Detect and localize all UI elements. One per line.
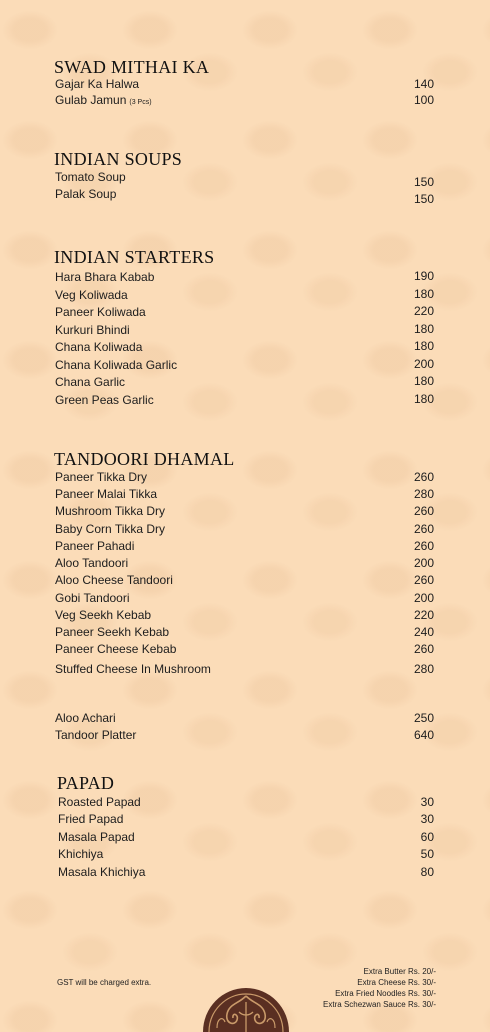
item-name: Roasted Papad xyxy=(58,795,141,809)
menu-item xyxy=(54,642,434,660)
item-price: 50 xyxy=(420,847,434,861)
item-name: Stuffed Cheese In Mushroom xyxy=(55,662,211,676)
item-price: 200 xyxy=(413,591,434,605)
menu-item xyxy=(54,504,434,522)
item-name: Masala Khichiya xyxy=(58,865,146,879)
section-title-starters: INDIAN STARTERS xyxy=(54,247,215,267)
item-price: 260 xyxy=(413,504,434,518)
menu-item xyxy=(54,662,434,680)
extra-item: Extra Schezwan Sauce Rs. 30/- xyxy=(323,1000,436,1009)
section-title-soups: INDIAN SOUPS xyxy=(54,149,183,169)
item-name: Veg Seekh Kebab xyxy=(55,608,152,622)
item-price: 250 xyxy=(413,711,434,725)
section-title-tandoori: TANDOORI DHAMAL xyxy=(54,449,235,469)
menu-item xyxy=(54,728,434,746)
item-price: 150 xyxy=(413,175,434,189)
item-name: Paneer Tikka Dry xyxy=(55,470,148,484)
item-name: Chana Garlic xyxy=(55,375,126,389)
item-price: 240 xyxy=(413,625,434,639)
item-name: Khichiya xyxy=(58,847,104,861)
item-price: 220 xyxy=(413,304,434,318)
menu-item xyxy=(54,556,434,574)
item-price: 60 xyxy=(420,830,434,844)
menu-item xyxy=(54,288,434,306)
item-name: Hara Bhara Kabab xyxy=(55,270,155,284)
item-price: 280 xyxy=(413,662,434,676)
item-name: Tomato Soup xyxy=(55,170,126,184)
item-name: Aloo Cheese Tandoori xyxy=(55,573,173,587)
menu-item xyxy=(57,812,434,830)
menu-item xyxy=(54,539,434,557)
menu-item xyxy=(54,305,434,323)
item-name: Baby Corn Tikka Dry xyxy=(55,522,166,536)
item-price: 220 xyxy=(413,608,434,622)
item-price: 180 xyxy=(413,287,434,301)
item-name: Aloo Achari xyxy=(55,711,116,725)
section-title-papad: PAPAD xyxy=(57,773,115,793)
item-price: 30 xyxy=(420,795,434,809)
item-name: Chana Koliwada xyxy=(55,340,143,354)
menu-item xyxy=(54,608,434,626)
section-title-mithai: SWAD MITHAI KA xyxy=(54,57,210,77)
item-name: Veg Koliwada xyxy=(55,288,128,302)
item-name: Paneer Pahadi xyxy=(55,539,135,553)
menu-item xyxy=(54,573,434,591)
menu-item xyxy=(54,487,434,505)
item-name: Paneer Seekh Kebab xyxy=(55,625,170,639)
item-price: 280 xyxy=(413,487,434,501)
item-name: Paneer Malai Tikka xyxy=(55,487,158,501)
item-price: 260 xyxy=(413,522,434,536)
menu-item xyxy=(54,711,434,729)
menu-item xyxy=(54,393,434,411)
menu-item xyxy=(54,522,434,540)
menu-item xyxy=(54,187,434,205)
menu-item xyxy=(57,865,434,883)
item-name: Gajar Ka Halwa xyxy=(55,77,140,91)
menu-item xyxy=(57,847,434,865)
item-name: Green Peas Garlic xyxy=(55,393,154,407)
ornament-emblem-icon xyxy=(203,982,289,1032)
item-price: 180 xyxy=(413,392,434,406)
item-name: Mushroom Tikka Dry xyxy=(55,504,166,518)
item-price: 260 xyxy=(413,573,434,587)
item-name: Palak Soup xyxy=(55,187,117,201)
item-name: Tandoor Platter xyxy=(55,728,137,742)
menu-item xyxy=(54,170,434,188)
menu-item xyxy=(54,625,434,643)
menu-item xyxy=(54,270,434,288)
extra-item: Extra Butter Rs. 20/- xyxy=(363,967,436,976)
item-name: Aloo Tandoori xyxy=(55,556,129,570)
menu-item xyxy=(54,375,434,393)
item-name: Paneer Cheese Kebab xyxy=(55,642,177,656)
item-price: 180 xyxy=(413,374,434,388)
item-name: Kurkuri Bhindi xyxy=(55,323,130,337)
menu-item xyxy=(54,340,434,358)
item-price: 140 xyxy=(413,77,434,91)
extra-item: Extra Cheese Rs. 30/- xyxy=(357,978,436,987)
menu-item xyxy=(54,591,434,609)
item-price: 260 xyxy=(413,539,434,553)
item-note: (3 Pcs) xyxy=(129,99,152,106)
item-price: 640 xyxy=(413,728,434,742)
item-price: 200 xyxy=(413,556,434,570)
menu-item xyxy=(54,358,434,376)
item-price: 150 xyxy=(413,192,434,206)
item-price: 30 xyxy=(420,812,434,826)
item-name: Gobi Tandoori xyxy=(55,591,130,605)
item-price: 190 xyxy=(413,269,434,283)
menu-item xyxy=(54,93,434,111)
menu-item xyxy=(57,795,434,813)
item-price: 260 xyxy=(413,642,434,656)
item-price: 100 xyxy=(413,93,434,107)
item-name: Fried Papad xyxy=(58,812,124,826)
item-price: 200 xyxy=(413,357,434,371)
item-price: 260 xyxy=(413,470,434,484)
item-price: 180 xyxy=(413,322,434,336)
extra-item: Extra Fried Noodles Rs. 30/- xyxy=(335,989,436,998)
item-price: 180 xyxy=(413,339,434,353)
gst-note: GST will be charged extra. xyxy=(57,978,152,987)
item-name: Gulab Jamun xyxy=(55,93,127,107)
extras-list xyxy=(323,966,436,1010)
menu-item xyxy=(54,323,434,341)
item-name: Paneer Koliwada xyxy=(55,305,146,319)
menu-item xyxy=(54,470,434,488)
menu-item xyxy=(57,830,434,848)
item-name: Masala Papad xyxy=(58,830,135,844)
item-price: 80 xyxy=(420,865,434,879)
item-name: Chana Koliwada Garlic xyxy=(55,358,178,372)
